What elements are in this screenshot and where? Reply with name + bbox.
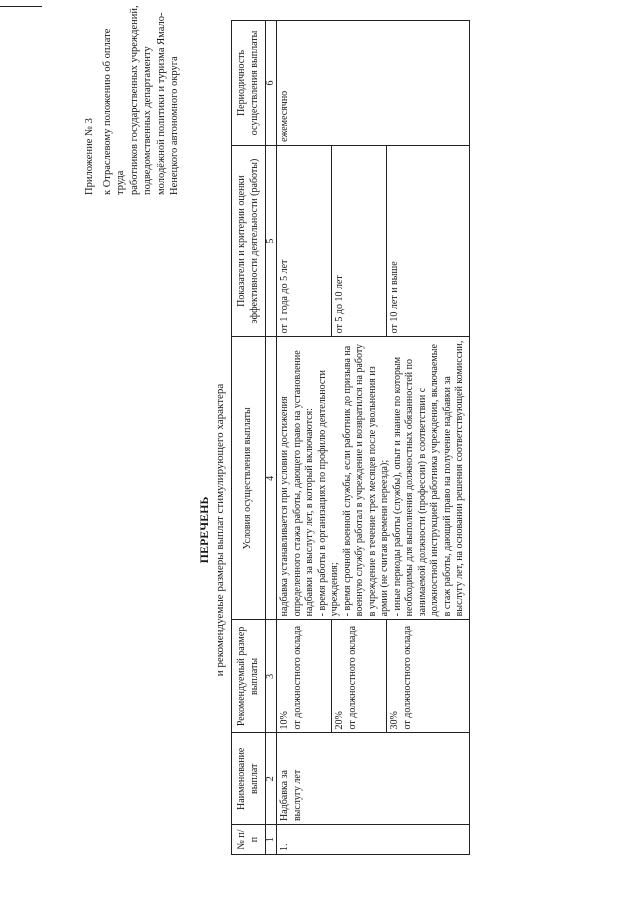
column-number: 2 [266,733,277,825]
tier-size-cell [277,620,332,733]
appendix-line: Ненецкого автономного округа [169,56,180,195]
tier-size-note: от должностного оклада [291,625,303,730]
document-heading [197,270,226,790]
tier-size-value: 20% [334,711,345,730]
heading-title: ПЕРЕЧЕНЬ [197,496,211,564]
appendix-title: Приложение № 3 [84,118,95,195]
appendix-line: работников государственных учреждений, [128,5,140,195]
tier-size-note: от должностного оклада [346,625,358,730]
payments-table-wrapper [231,20,470,855]
header-cell-criteria: Показатели и критерии оценки эффективности деятельности (работы) [232,145,266,336]
row-conditions [277,337,470,620]
column-number: 6 [266,21,277,146]
column-number: 4 [266,337,277,620]
tier-size-value: 10% [279,711,290,730]
condition-paragraph: - время срочной военной службы, если работник до призыва на военную службу работал в учреждение и возвратился на работу в учреждение в течение трех месяцев после увольнения из армии (не считая времени переезда); [341,343,390,617]
row-number: 1. [277,825,470,855]
tier-criterion: от 1 года до 5 лет [277,145,332,336]
condition-paragraph: - время работы в организациях по профилю деятельности учреждения; [316,370,340,617]
tier-size-value: 30% [389,711,400,730]
row-payment-name: Надбавка за выслугу лет [277,733,470,825]
column-number: 1 [266,825,277,855]
header-cell-size: Рекомендуемый размер выплаты [232,620,266,733]
column-number: 3 [266,620,277,733]
header-cell-number: № п/п [232,825,266,855]
column-number: 5 [266,145,277,336]
tier-size-note: от должностного оклада [401,625,413,730]
table-header-row [232,21,266,855]
header-cell-periodicity: Периодичность осуществления выплаты [232,21,266,146]
row-periodicity: ежемесячно [277,21,470,146]
tier-criterion: от 10 лет и выше [387,145,470,336]
header-cell-conditions: Условия осуществления выплаты [232,337,266,620]
appendix-line: к Отраслевому положению об оплате труда [101,28,126,195]
condition-paragraph: надбавка устанавливается при условии достижения определенного стажа работы, дающего право на установление надбавки за выслугу лет, в который включаются: [279,350,315,617]
header-cell-name: Наименование выплат [232,733,266,825]
appendix-note [83,5,182,195]
tier-size-cell [387,620,470,733]
condition-paragraph: - иные периоды работы (службы), опыт и знание по которым необходимы для выполнения должностных обязанностей по занимаемой должности (профессии) в соответствии с должностной инструкцией работника учреждения, включаемые в стаж работы, дающий право на получение надбавки за выслугу лет, на основании решения соответствующей комиссии, [391,340,465,617]
table-column-numbers-row [266,21,277,855]
tier-criterion: от 5 до 10 лет [332,145,387,336]
heading-subtitle: и рекомендуемые размеры выплат стимулирующего характера [214,383,226,677]
table-row [277,21,332,855]
appendix-line: молодёжной политики и туризма Ямало- [155,12,167,195]
appendix-line: подведомственных департаменту [142,46,153,195]
payments-table [231,20,470,855]
tier-size-cell [332,620,387,733]
